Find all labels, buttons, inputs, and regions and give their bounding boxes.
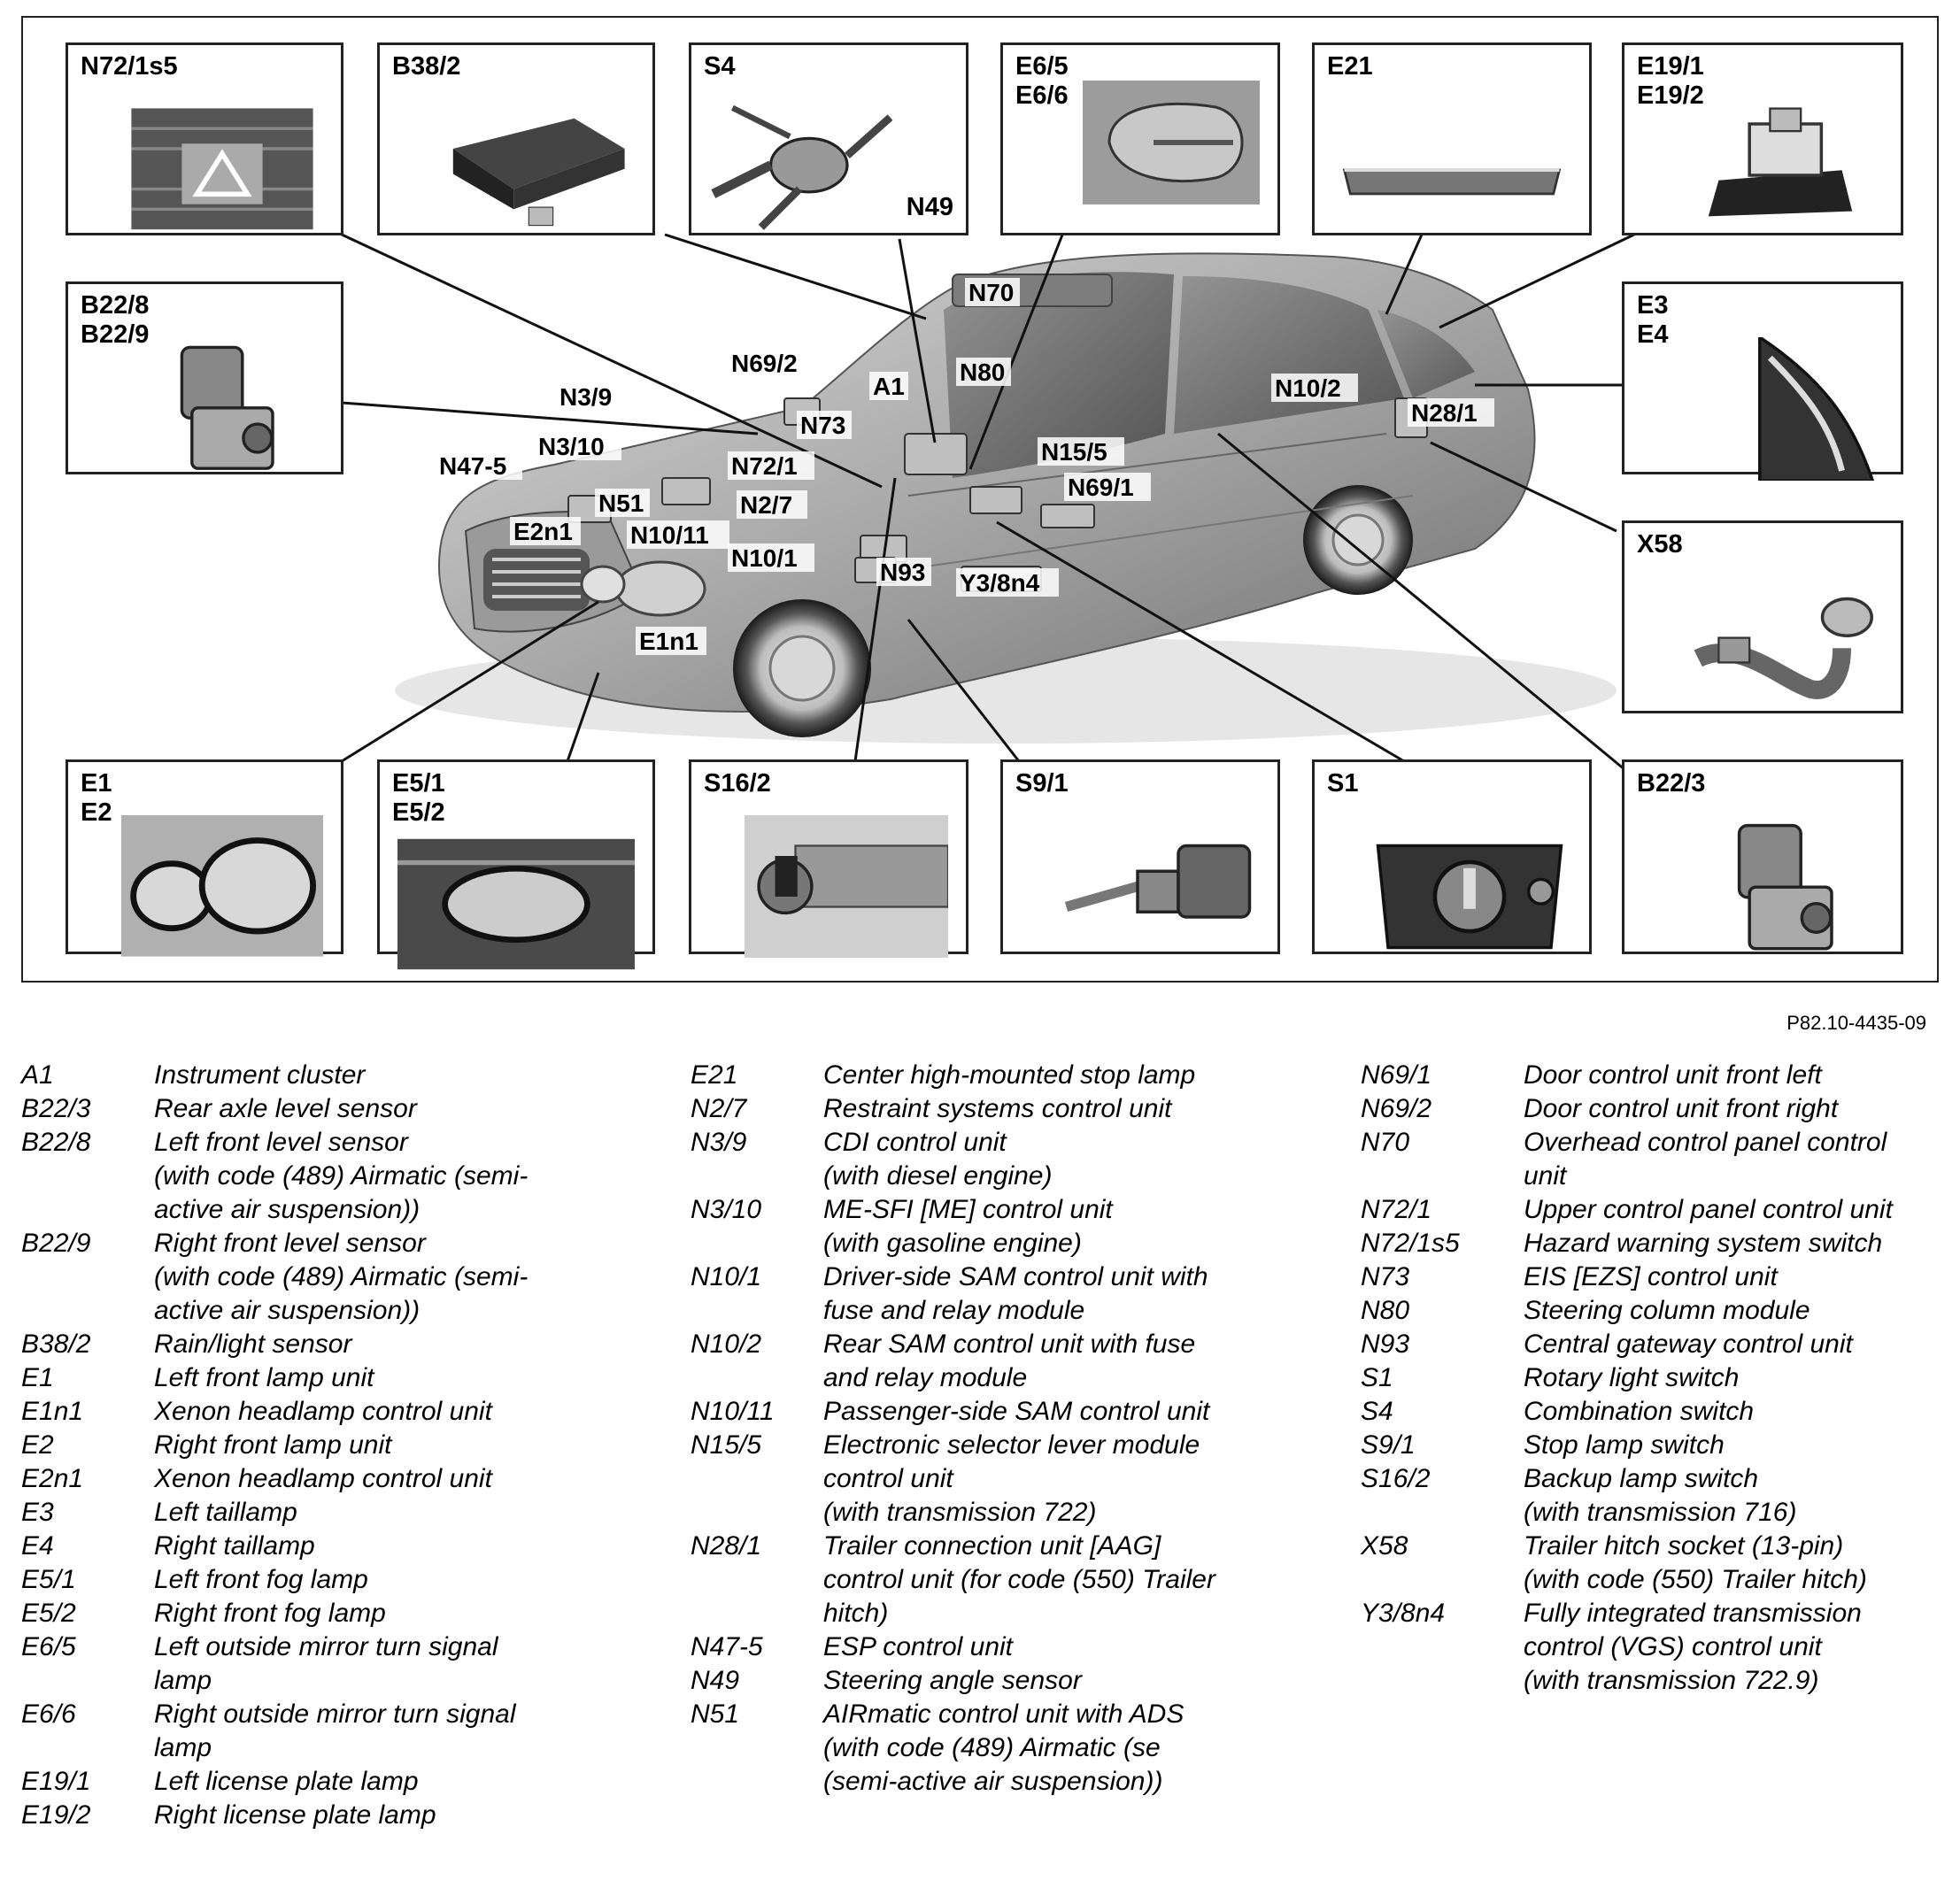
legend-description: ESP control unit xyxy=(823,1632,1013,1661)
legend-code: E19/2 xyxy=(21,1800,91,1830)
legend-code: E3 xyxy=(21,1498,54,1527)
legend-code: E6/6 xyxy=(21,1699,76,1729)
callout-label-secondary: N49 xyxy=(906,193,953,221)
car-component-tag: Y3/8n4 xyxy=(960,569,1040,597)
legend-row xyxy=(21,1597,623,1630)
car-component-tag: N47-5 xyxy=(439,452,507,480)
legend-row xyxy=(691,1530,1310,1630)
legend-code: E6/5 xyxy=(21,1632,76,1661)
legend-description: Left outside mirror turn signal lamp xyxy=(154,1632,498,1695)
callout-label: S16/2 xyxy=(704,769,771,798)
legend-row xyxy=(21,1227,623,1328)
legend-row xyxy=(1361,1597,1936,1698)
callout-box-e3 xyxy=(1622,281,1903,474)
legend-description: Overhead control panel control unit xyxy=(1524,1128,1887,1191)
legend-code: E4 xyxy=(21,1531,54,1561)
legend-description: Fully integrated transmission control (VGS) control unit (with transmission 722.9) xyxy=(1524,1599,1862,1695)
callout-box-s4 xyxy=(689,42,968,235)
legend-description: Backup lamp switch (with transmission 716) xyxy=(1524,1464,1797,1527)
legend-row xyxy=(691,1395,1310,1429)
legend-description: ME-SFI [ME] control unit (with gasoline engine) xyxy=(823,1195,1113,1258)
car-component-tag: N93 xyxy=(880,559,926,586)
callout-label: E21 xyxy=(1327,52,1373,81)
legend-row xyxy=(1361,1193,1936,1227)
legend-description: Xenon headlamp control unit xyxy=(154,1464,492,1493)
legend-code: N72/1s5 xyxy=(1361,1229,1460,1258)
car-component-tag: N15/5 xyxy=(1041,438,1107,466)
car-component-tag: N10/1 xyxy=(731,544,798,572)
stop-lamp-icon xyxy=(1332,98,1571,266)
legend-column-2 xyxy=(691,1059,1310,1799)
legend-row xyxy=(21,1563,623,1597)
legend-code: N69/1 xyxy=(1361,1060,1432,1090)
callout-label: E6/5 E6/6 xyxy=(1015,52,1069,110)
legend-code: X58 xyxy=(1361,1531,1408,1561)
legend-row xyxy=(691,1059,1310,1092)
level-sensor-icon xyxy=(121,337,323,479)
legend-row xyxy=(691,1429,1310,1530)
level-sensor-icon xyxy=(1678,815,1883,959)
legend-description: Passenger-side SAM control unit xyxy=(823,1397,1210,1426)
rotary-switch-icon xyxy=(1368,815,1571,958)
car-component-tag: N80 xyxy=(960,358,1006,386)
car-component-tag: N2/7 xyxy=(740,491,793,519)
car-component-tag: N10/2 xyxy=(1275,374,1341,402)
mirror-icon xyxy=(1083,81,1260,204)
car-component-tag: N70 xyxy=(968,279,1015,306)
legend-row xyxy=(691,1092,1310,1126)
legend-description: Steering column module xyxy=(1524,1296,1810,1325)
legend-row xyxy=(21,1361,623,1395)
legend-description: Right outside mirror turn signal lamp xyxy=(154,1699,516,1762)
legend-code: B38/2 xyxy=(21,1330,91,1359)
legend-code: E1 xyxy=(21,1363,54,1392)
callout-box-e19-1 xyxy=(1622,42,1903,235)
legend-description: Rear axle level sensor xyxy=(154,1094,417,1123)
legend-code: B22/8 xyxy=(21,1128,91,1157)
legend-row xyxy=(691,1193,1310,1260)
legend-code: B22/9 xyxy=(21,1229,91,1258)
legend-description: CDI control unit (with diesel engine) xyxy=(823,1128,1053,1191)
legend-description: Right license plate lamp xyxy=(154,1800,436,1830)
callout-box-b38-2 xyxy=(377,42,655,235)
legend-row xyxy=(691,1126,1310,1193)
legend-code: N2/7 xyxy=(691,1094,747,1123)
legend-row xyxy=(21,1496,623,1530)
hitch-socket-icon xyxy=(1678,576,1883,720)
legend-description: Left front level sensor (with code (489) Airmatic (semi- active air suspension)) xyxy=(154,1128,529,1224)
legend-description: Driver-side SAM control unit with fuse and relay module xyxy=(823,1262,1208,1325)
callout-box-e1 xyxy=(66,759,343,954)
car-component-tag: N10/11 xyxy=(630,521,709,549)
legend-row xyxy=(21,1630,623,1698)
legend-description: Steering angle sensor xyxy=(823,1666,1082,1695)
callout-label: S9/1 xyxy=(1015,769,1069,798)
callout-label: S4 xyxy=(704,52,736,81)
legend-code: N51 xyxy=(691,1699,740,1729)
callout-label: S1 xyxy=(1327,769,1359,798)
callout-box-s16-2 xyxy=(689,759,968,954)
legend-row xyxy=(21,1765,623,1799)
legend-code: N10/2 xyxy=(691,1330,762,1359)
legend-description: Hazard warning system switch xyxy=(1524,1229,1883,1258)
legend-row xyxy=(1361,1530,1936,1597)
legend-code: N80 xyxy=(1361,1296,1410,1325)
legend-code: S16/2 xyxy=(1361,1464,1431,1493)
component-location-diagram xyxy=(21,16,1939,983)
callout-box-e21 xyxy=(1312,42,1592,235)
legend-code: N28/1 xyxy=(691,1531,762,1561)
legend-code: N15/5 xyxy=(691,1430,762,1460)
legend-code: N70 xyxy=(1361,1128,1410,1157)
legend-description: Upper control panel control unit xyxy=(1524,1195,1893,1224)
callout-label: B22/8 B22/9 xyxy=(81,291,150,349)
callout-label: E3 E4 xyxy=(1637,291,1669,349)
legend-description: Rotary light switch xyxy=(1524,1363,1740,1392)
legend-description: Left front lamp unit xyxy=(154,1363,374,1392)
legend-code: N93 xyxy=(1361,1330,1410,1359)
legend-description: Rear SAM control unit with fuse and relay module xyxy=(823,1330,1196,1392)
legend-description: Center high-mounted stop lamp xyxy=(823,1060,1196,1090)
legend-row xyxy=(21,1462,623,1496)
legend-row xyxy=(1361,1328,1936,1361)
car-component-tag: N72/1 xyxy=(731,452,798,480)
legend-code: S4 xyxy=(1361,1397,1393,1426)
legend-code: N73 xyxy=(1361,1262,1410,1291)
car-component-tag: N28/1 xyxy=(1411,399,1478,427)
callout-box-n72-1s5 xyxy=(66,42,343,235)
callout-box-b22-8 xyxy=(66,281,343,474)
legend-row xyxy=(1361,1126,1936,1193)
legend-description: Trailer connection unit [AAG] control unit (for code (550) Trailer hitch) xyxy=(823,1531,1215,1628)
callout-box-b22-3 xyxy=(1622,759,1903,954)
legend-description: Door control unit front left xyxy=(1524,1060,1822,1090)
legend-description: Left license plate lamp xyxy=(154,1767,419,1796)
legend-row xyxy=(21,1395,623,1429)
legend-code: E2 xyxy=(21,1430,54,1460)
legend-row xyxy=(21,1429,623,1462)
figure-reference-code: P82.10-4435-09 xyxy=(1786,1012,1926,1034)
legend-code: E1n1 xyxy=(21,1397,84,1426)
legend-description: Trailer hitch socket (13-pin) (with code (550) Trailer hitch) xyxy=(1524,1531,1867,1594)
legend-code: E5/2 xyxy=(21,1599,76,1628)
car-component-tag: N3/9 xyxy=(559,383,613,411)
legend-row xyxy=(1361,1429,1936,1462)
car-component-tag: A1 xyxy=(873,373,905,400)
legend-column-1 xyxy=(21,1059,623,1832)
legend-row xyxy=(691,1630,1310,1664)
callout-box-e6-5 xyxy=(1000,42,1280,235)
legend-code: E2n1 xyxy=(21,1464,84,1493)
car-illustration xyxy=(395,253,1617,744)
legend-description: Instrument cluster xyxy=(154,1060,366,1090)
legend-code: N10/1 xyxy=(691,1262,762,1291)
legend-row xyxy=(21,1698,623,1765)
car-component-tag: E2n1 xyxy=(513,518,573,545)
callout-label: X58 xyxy=(1637,530,1683,559)
license-lamp-icon xyxy=(1678,98,1883,242)
headlamps-icon xyxy=(121,815,323,957)
rain-light-sensor-icon xyxy=(433,98,635,240)
legend-code: S9/1 xyxy=(1361,1430,1416,1460)
front-grille xyxy=(483,549,590,611)
legend-description: Left taillamp xyxy=(154,1498,297,1527)
legend-code: N49 xyxy=(691,1666,740,1695)
legend-code: N10/11 xyxy=(691,1397,775,1426)
callout-label: B22/3 xyxy=(1637,769,1706,798)
legend-row xyxy=(21,1092,623,1126)
callout-box-x58 xyxy=(1622,520,1903,713)
car-component-tag: N73 xyxy=(800,412,846,439)
legend-row xyxy=(21,1799,623,1832)
legend-code: E21 xyxy=(691,1060,738,1090)
callout-box-e5-1 xyxy=(377,759,655,954)
legend-code: N3/10 xyxy=(691,1195,762,1224)
legend-description: Right front level sensor (with code (489) Airmatic (semi- active air suspension)) xyxy=(154,1229,529,1325)
legend-code: E5/1 xyxy=(21,1565,76,1594)
component-legend xyxy=(21,1059,1951,1882)
car-component-tag: N3/10 xyxy=(538,433,605,460)
legend-description: Electronic selector lever module control unit (with transmission 722) xyxy=(823,1430,1200,1527)
car-component-tag: N51 xyxy=(598,489,644,517)
legend-row xyxy=(21,1126,623,1227)
legend-description: Left front fog lamp xyxy=(154,1565,368,1594)
taillamp-icon xyxy=(1678,337,1883,481)
legend-column-3 xyxy=(1361,1059,1936,1698)
backup-switch-icon xyxy=(745,815,948,958)
legend-code: E19/1 xyxy=(21,1767,91,1796)
legend-description: Right front lamp unit xyxy=(154,1430,392,1460)
legend-description: AIRmatic control unit with ADS (with code (489) Airmatic (se (semi-active air suspension)) xyxy=(823,1699,1184,1796)
stop-switch-icon xyxy=(1056,815,1260,958)
legend-row xyxy=(1361,1361,1936,1395)
legend-row xyxy=(21,1328,623,1361)
legend-row xyxy=(691,1260,1310,1328)
car-component-tag: N69/1 xyxy=(1068,474,1134,501)
car-component-tag: N69/2 xyxy=(731,350,798,377)
car-component-tag: E1n1 xyxy=(639,628,698,655)
legend-code: N3/9 xyxy=(691,1128,747,1157)
legend-code: A1 xyxy=(21,1060,54,1090)
legend-description: Restraint systems control unit xyxy=(823,1094,1172,1123)
fog-lamp-icon xyxy=(397,815,635,982)
legend-code: N47-5 xyxy=(691,1632,763,1661)
legend-code: N69/2 xyxy=(1361,1094,1432,1123)
legend-description: Right front fog lamp xyxy=(154,1599,386,1628)
legend-row xyxy=(1361,1092,1936,1126)
combination-switch-icon xyxy=(704,98,895,232)
legend-code: S1 xyxy=(1361,1363,1393,1392)
legend-row xyxy=(1361,1059,1936,1092)
legend-description: Combination switch xyxy=(1524,1397,1755,1426)
callout-label: E19/1 E19/2 xyxy=(1637,52,1704,110)
hazard-switch-icon xyxy=(121,98,323,240)
legend-row xyxy=(1361,1294,1936,1328)
legend-row xyxy=(691,1698,1310,1799)
callout-label: E1 E2 xyxy=(81,769,112,827)
legend-description: Xenon headlamp control unit xyxy=(154,1397,492,1426)
callout-label: B38/2 xyxy=(392,52,461,81)
legend-row xyxy=(21,1059,623,1092)
callout-box-s9-1 xyxy=(1000,759,1280,954)
legend-description: Stop lamp switch xyxy=(1524,1430,1725,1460)
callout-label: E5/1 E5/2 xyxy=(392,769,445,827)
legend-row xyxy=(1361,1395,1936,1429)
legend-code: Y3/8n4 xyxy=(1361,1599,1446,1628)
legend-row xyxy=(691,1664,1310,1698)
legend-code: B22/3 xyxy=(21,1094,91,1123)
legend-description: Rain/light sensor xyxy=(154,1330,352,1359)
legend-description: Central gateway control unit xyxy=(1524,1330,1853,1359)
legend-row xyxy=(1361,1227,1936,1260)
legend-row xyxy=(1361,1462,1936,1530)
legend-code: N72/1 xyxy=(1361,1195,1432,1224)
legend-description: EIS [EZS] control unit xyxy=(1524,1262,1778,1291)
legend-description: Right taillamp xyxy=(154,1531,315,1561)
legend-description: Door control unit front right xyxy=(1524,1094,1839,1123)
callout-box-s1 xyxy=(1312,759,1592,954)
callout-label: N72/1s5 xyxy=(81,52,178,81)
legend-row xyxy=(691,1328,1310,1395)
legend-row xyxy=(1361,1260,1936,1294)
legend-row xyxy=(21,1530,623,1563)
